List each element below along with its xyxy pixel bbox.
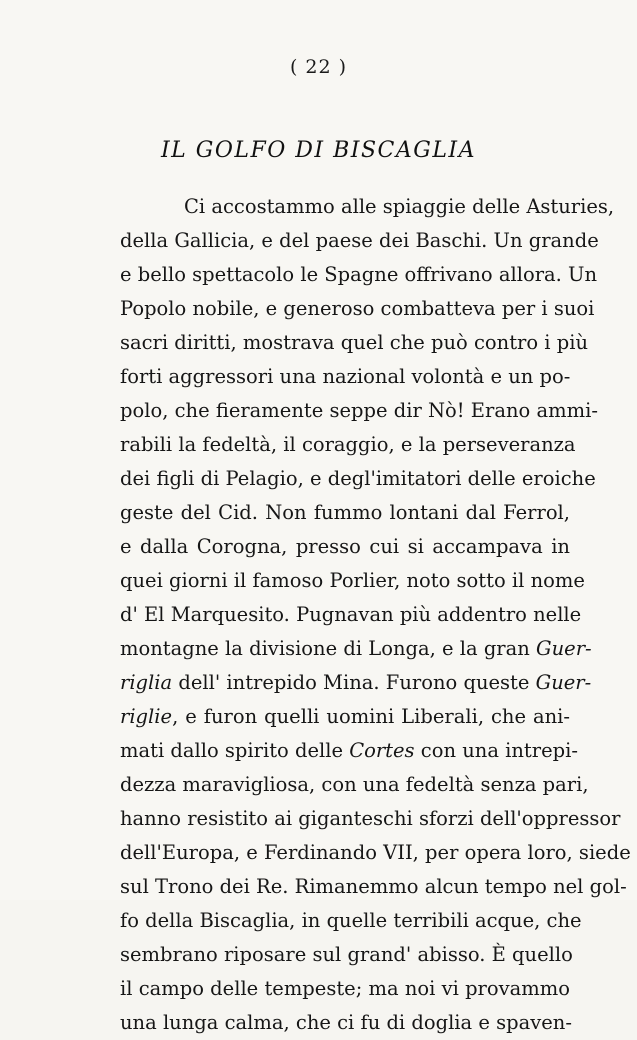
text-segment: Ci accostammo alle spiaggie delle Asturies, [184, 195, 615, 218]
text-line [120, 428, 576, 462]
text-segment: polo, che fieramente seppe dir Nò! Erano ammi- [120, 399, 598, 422]
text-segment: della Gallicia, e del paese dei Baschi. Un grande [120, 229, 599, 252]
text-line [120, 768, 589, 802]
text-segment: dell'Europa, e Ferdinando VII, per opera loro, siede [120, 841, 631, 864]
text-line [120, 462, 596, 496]
text-line [120, 870, 627, 904]
text-line [120, 666, 592, 700]
text-line [120, 700, 570, 734]
text-segment: d' El Marquesito. Pugnavan più addentro nelle [120, 603, 582, 626]
text-segment: mati dallo spirito delle [120, 739, 350, 762]
text-line [120, 1006, 570, 1040]
text-segment: sembrano riposare sul grand' abisso. È quello [120, 943, 573, 966]
text-line [120, 224, 599, 258]
text-line [120, 802, 621, 836]
text-segment: una lunga calma, che ci fu di doglia e spaven- [120, 1011, 572, 1034]
text-segment: forti aggressori una nazional volontà e un po- [120, 365, 571, 388]
text-segment: , e furon quelli uomini Liberali, che ani- [172, 705, 570, 728]
body-text [120, 190, 631, 1040]
text-line [120, 530, 570, 564]
text-segment: montagne la divisione di Longa, e la gran [120, 637, 537, 660]
text-line [120, 394, 598, 428]
text-line [120, 598, 582, 632]
text-segment: Popolo nobile, e generoso combatteva per i suoi [120, 297, 595, 320]
text-segment: e bello spettacolo le Spagne offrivano allora. Un [120, 263, 598, 286]
text-line [120, 292, 595, 326]
text-segment: dell' intrepido Mina. Furono queste [172, 671, 536, 694]
text-line [120, 972, 570, 1006]
text-segment: dezza maravigliosa, con una fedeltà senza pari, [120, 773, 589, 796]
text-line [120, 904, 582, 938]
text-segment: fo della Biscaglia, in quelle terribili acque, che [120, 909, 582, 932]
chapter-title: IL GOLFO DI BISCAGLIA [160, 138, 477, 163]
text-line [120, 632, 592, 666]
italic-text-segment: Guer- [535, 671, 592, 694]
text-line [120, 836, 631, 870]
text-segment: sacri diritti, mostrava quel che può contro i più [120, 331, 588, 354]
italic-text-segment: Cortes [349, 739, 415, 762]
text-segment: sul Trono dei Re. Rimanemmo alcun tempo nel gol- [120, 875, 627, 898]
italic-text-segment: Guer- [536, 637, 592, 660]
text-segment: e dalla Corogna, presso cui si accampava in [120, 535, 570, 558]
text-line [120, 360, 570, 394]
text-segment: quei giorni il famoso Porlier, noto sotto il nome [120, 569, 585, 592]
italic-text-segment: riglia [120, 671, 173, 694]
text-line [120, 564, 585, 598]
text-line [120, 734, 578, 768]
text-segment: rabili la fedeltà, il coraggio, e la perseveranza [120, 433, 576, 456]
text-line [120, 496, 570, 530]
text-line [120, 190, 615, 224]
text-line [120, 326, 588, 360]
text-segment: hanno resistito ai giganteschi sforzi dell'oppressor [120, 807, 621, 830]
page-number: ( 22 ) [289, 56, 348, 78]
text-line [120, 258, 598, 292]
text-segment: geste del Cid. Non fummo lontani dal Ferrol, [120, 501, 570, 524]
italic-text-segment: riglie [120, 705, 173, 728]
text-segment: il campo delle tempeste; ma noi vi provammo [120, 977, 570, 1000]
text-line [120, 938, 573, 972]
text-segment: dei figli di Pelagio, e degl'imitatori delle eroiche [120, 467, 596, 490]
text-segment: con una intrepi- [414, 739, 578, 762]
